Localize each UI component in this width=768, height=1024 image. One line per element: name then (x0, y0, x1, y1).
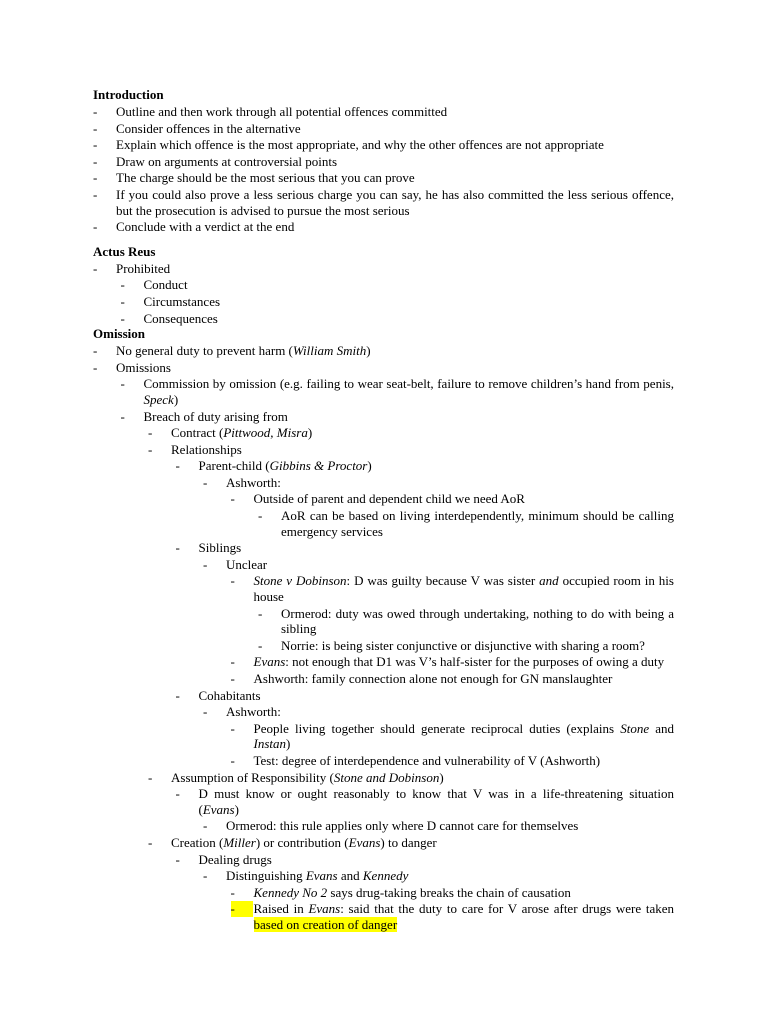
bullet-dash: - (231, 901, 253, 917)
bullet-text: People living together should generate reciprocal duties (explains (253, 720, 621, 736)
bullet-text: Raised in (253, 901, 309, 917)
bullet-text: Cohabitants (198, 687, 261, 703)
case-name: Instan (253, 736, 286, 752)
bullet-dash: - (175, 687, 180, 703)
bullet-dash: - (120, 310, 125, 326)
bullet-text: says drug-taking breaks the chain of causation (327, 884, 571, 900)
bullet-text: Prohibited (116, 260, 171, 276)
bullet-item (93, 261, 674, 277)
bullet-item (93, 868, 674, 884)
bullet-item (93, 121, 674, 137)
bullet-text: Consequences (143, 310, 218, 326)
bullet-text: : not enough that D1 was V’s half-sister for the purposes of owing a duty (285, 654, 665, 670)
bullet-item (93, 704, 674, 720)
bullet-text: ) (366, 343, 371, 359)
bullet-dash: - (93, 343, 98, 359)
bullet-item (93, 311, 674, 327)
bullet-item (93, 753, 674, 769)
heading-actus-reus: Actus Reus (93, 243, 156, 259)
bullet-text: : D was guilty because V was sister (346, 573, 540, 589)
bullet-item (93, 442, 674, 458)
bullet-text: Conclude with a verdict at the end (116, 219, 295, 235)
bullet-text: ) or contribution ( (255, 834, 349, 850)
bullet-text: Dealing drugs (198, 851, 272, 867)
bullet-text: ) (367, 458, 372, 474)
bullet-item (93, 277, 674, 293)
heading-introduction: Introduction (93, 87, 164, 102)
bullet-text: Outline and then work through all potential offences committed (116, 104, 448, 119)
bullet-dash: - (148, 425, 153, 441)
bullet-item (93, 852, 674, 868)
bullet-dash: - (120, 376, 125, 392)
bullet-text: Consider offences in the alternative (116, 120, 301, 136)
bullet-text: : said that the duty to care for V arose after drugs were taken (340, 901, 674, 917)
bullet-dash: - (175, 786, 180, 802)
bullet-item (93, 638, 674, 654)
bullet-text: Ashworth: (226, 474, 281, 490)
bullet-item (93, 154, 674, 170)
bullet-dash: - (93, 153, 98, 169)
bullet-text: Outside of parent and dependent child we need AoR (253, 491, 525, 507)
bullet-item (93, 540, 674, 556)
bullet-dash: - (93, 120, 98, 136)
bullet-text: Breach of duty arising from (143, 408, 288, 424)
bullet-item (93, 376, 674, 407)
bullet-dash: - (120, 277, 125, 293)
bullet-item (93, 360, 674, 376)
bullet-dash: - (230, 654, 235, 670)
bullet-item (93, 219, 674, 235)
bullet-text: and (337, 868, 363, 884)
bullet-text: ) (234, 801, 239, 817)
bullet-item (93, 425, 674, 441)
bullet-text: Conduct (143, 277, 188, 293)
bullet-text: Siblings (198, 540, 242, 556)
bullet-dash: - (175, 458, 180, 474)
bullet-item (93, 343, 674, 359)
bullet-item (93, 409, 674, 425)
bullet-text: ) (307, 425, 313, 441)
bullet-text: D must know or ought reasonably to know that V was in a life-threatening situation ( (198, 786, 674, 817)
bullet-item (93, 901, 674, 932)
bullet-text: Ashworth: family connection alone not enough for GN manslaughter (253, 671, 613, 686)
bullet-dash: - (93, 359, 98, 375)
section-spacer (93, 235, 674, 244)
bullet-dash: - (258, 508, 263, 524)
bullet-item (93, 654, 674, 670)
bullet-text: Ashworth: (226, 704, 281, 720)
case-name: Miller (223, 834, 256, 850)
bullet-text: Distinguishing (226, 868, 306, 884)
document-body (93, 87, 674, 933)
bullet-item (93, 671, 674, 687)
bullet-dash: - (148, 769, 153, 785)
bullet-item (93, 475, 674, 491)
case-name: Evans (348, 834, 381, 850)
bullet-text: ) (439, 769, 444, 785)
bullet-text: No general duty to prevent harm ( (116, 343, 293, 359)
case-name: Pittwood, Misra (223, 425, 308, 441)
bullet-item (93, 187, 674, 218)
bullet-text: Norrie: is being sister conjunctive or disjunctive with sharing a room? (281, 637, 645, 653)
bullet-dash: - (203, 818, 208, 834)
bullet-text: ) to danger (380, 834, 437, 850)
bullet-dash: - (148, 834, 153, 850)
bullet-dash: - (230, 720, 235, 736)
bullet-dash: - (258, 637, 263, 653)
bullet-item (93, 818, 674, 834)
bullet-dash: - (175, 851, 180, 867)
bullet-text: Relationships (171, 441, 242, 457)
bullet-dash: - (230, 752, 235, 768)
bullet-item (93, 606, 674, 637)
bullet-item (93, 688, 674, 704)
bullet-text: Test: degree of interdependence and vulnerability of V (Ashworth) (253, 752, 601, 768)
bullet-item (93, 573, 674, 604)
highlighted-text: based on creation of danger (253, 916, 398, 932)
bullet-item (93, 721, 674, 752)
bullet-text: Circumstances (143, 293, 221, 309)
bullet-dash: - (203, 556, 208, 572)
case-name: Kennedy No 2 (253, 884, 328, 900)
bullet-dash: - (93, 219, 98, 235)
case-name: Evans (253, 654, 286, 670)
case-name: Evans (308, 901, 341, 917)
bullet-item (93, 491, 674, 507)
case-name: William Smith (292, 343, 367, 359)
bullet-dash: - (230, 671, 235, 686)
bullet-text: Creation ( (171, 834, 224, 850)
bullet-text: Assumption of Responsibility ( (171, 769, 334, 785)
bullet-dash: - (258, 605, 263, 621)
bullet-item (93, 170, 674, 186)
bullet-dash: - (203, 704, 208, 720)
bullet-text: If you could also prove a less serious charge you can say, he has also committed the less serious offence, but the prosecution is advised to pursue the most serious (116, 186, 674, 218)
case-name: Stone (620, 720, 650, 736)
bullet-item (93, 557, 674, 573)
bullet-dash: - (203, 868, 208, 884)
case-name: Evans (305, 868, 338, 884)
bullet-dash: - (120, 408, 125, 424)
bullet-text: and (649, 720, 674, 736)
bullet-dash: - (230, 491, 235, 507)
bullet-text: occupied room in his house (253, 573, 674, 605)
bullet-item (93, 458, 674, 474)
bullet-item (93, 835, 674, 851)
bullet-text: Commission by omission (e.g. failing to wear seat-belt, failure to remove children’s hand from penis, (143, 376, 674, 392)
bullet-item (93, 786, 674, 817)
bullet-dash: - (120, 293, 125, 309)
case-name: Stone v Dobinson (253, 573, 347, 589)
bullet-dash: - (175, 540, 180, 556)
bullet-text: Unclear (226, 556, 268, 572)
bullet-item (93, 137, 674, 153)
case-name: Gibbins & Proctor (269, 458, 368, 474)
bullet-item (93, 770, 674, 786)
bullet-text: Omissions (116, 359, 171, 375)
bullet-text: ) (173, 391, 179, 407)
bullet-text: AoR can be based on living interdependently, minimum should be calling emergency services (281, 508, 674, 539)
bullet-text: Parent-child ( (198, 458, 270, 474)
case-name: Speck (143, 391, 174, 407)
bullet-dash: - (93, 260, 98, 276)
bullet-text: Contract ( (171, 425, 224, 441)
bullet-text: Ormerod: duty was owed through undertaking, nothing to do with being a sibling (281, 605, 674, 637)
bullet-item (93, 104, 674, 120)
bullet-text: ) (286, 736, 291, 752)
bullet-dash: - (203, 474, 208, 490)
case-name: and (539, 573, 559, 589)
bullet-dash: - (230, 573, 235, 589)
bullet-text: The charge should be the most serious that you can prove (116, 170, 415, 186)
heading-omission: Omission (93, 326, 146, 342)
bullet-dash: - (93, 186, 98, 202)
case-name: Kennedy (362, 868, 409, 884)
bullet-dash: - (93, 137, 98, 153)
bullet-text: Ormerod: this rule applies only where D cannot care for themselves (226, 818, 579, 834)
bullet-text: Draw on arguments at controversial points (116, 153, 338, 169)
bullet-text: Explain which offence is the most appropriate, and why the other offences are not appropriate (116, 137, 604, 153)
bullet-dash: - (148, 441, 153, 457)
bullet-item (93, 885, 674, 901)
bullet-item (93, 294, 674, 310)
bullet-dash: - (93, 170, 98, 186)
bullet-dash: - (230, 884, 235, 900)
bullet-dash: - (93, 104, 98, 119)
case-name: Evans (202, 801, 235, 817)
case-name: Stone and Dobinson (333, 769, 440, 785)
bullet-item (93, 508, 674, 539)
